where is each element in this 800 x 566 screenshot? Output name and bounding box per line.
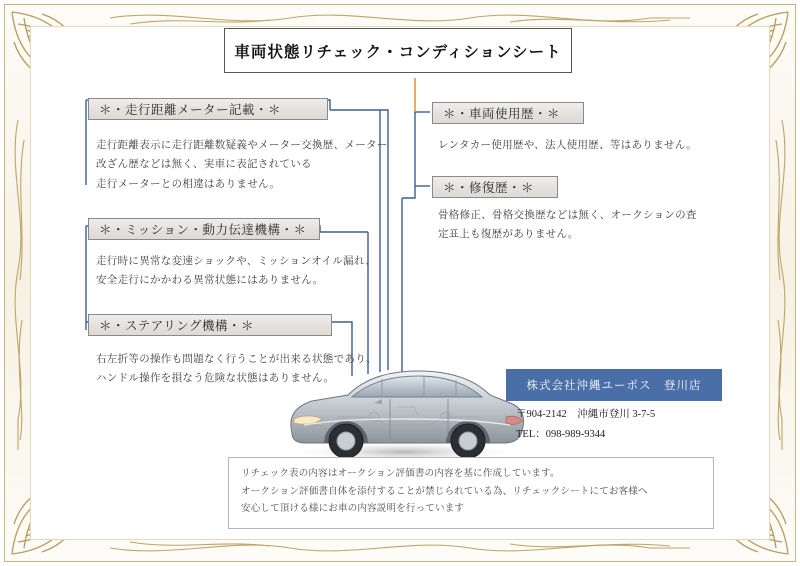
section-body-transmission: [96, 252, 436, 291]
car-illustration: [278, 355, 530, 465]
section-body-line: レンタカー使用歴や、法人使用歴、等はありません。: [438, 140, 697, 151]
section-header-repair-history-label: ＊・修復歴・＊: [443, 181, 535, 195]
section-body-usage-history: [438, 136, 738, 155]
section-header-transmission-label: ＊・ミッション・動力伝達機構・＊: [99, 223, 307, 237]
company-name-bar: [506, 369, 722, 401]
footer-note-line: リチェック表の内容はオークション評価書の内容を基に作成しています。: [241, 469, 560, 479]
section-body-line: 定표上も復歴がありません。: [438, 229, 579, 241]
company-address: 〒904-2142 沖縄市登川 3-7-5: [516, 409, 656, 420]
section-header-steering: [88, 314, 332, 336]
section-header-steering-label: ＊・ステアリング機構・＊: [99, 319, 255, 333]
company-contact: [516, 405, 736, 445]
company-tel: TEL：098-989-9344: [516, 428, 606, 440]
section-body-line: 改ざん歴などは無く、実車に表記されている: [96, 159, 312, 171]
page-title-text: 車両状態リチェック・コンディションシート: [234, 43, 562, 61]
section-header-repair-history: [432, 176, 558, 198]
section-body-line: ハンドル操作を損なう危険な状態はありません。: [96, 373, 335, 385]
section-header-odometer: [88, 98, 328, 120]
page-title: [224, 28, 572, 73]
section-body-repair-history: [438, 206, 738, 245]
section-body-line: 走行距離表示に走行距離数疑義やメーター交換歴、メーター: [96, 140, 388, 151]
section-body-odometer: [96, 136, 426, 194]
section-header-usage-history-label: ＊・車両使用歴・＊: [443, 107, 561, 121]
section-header-odometer-label: ＊・走行距離メーター記載・＊: [99, 103, 282, 117]
section-body-line: 走行メーターとの相違はありません。: [96, 178, 281, 190]
section-header-transmission: [88, 218, 320, 240]
section-body-line: 走行時に異常な変速ショックや、ミッションオイル漏れ、: [96, 256, 377, 267]
footer-note-line: 安心して頂ける様にお車の内容説明を行っています: [241, 504, 465, 515]
section-body-line: 右左折等の操作も問題なく行うことが出来る状態であり、: [96, 354, 377, 365]
section-header-usage-history: [432, 102, 584, 124]
section-body-line: 安全走行にかかわる異常状態にはありません。: [96, 275, 324, 287]
section-body-line: 骨格修正、骨格交換歴などは無く、オークションの査: [438, 210, 697, 221]
footer-note: [228, 457, 714, 529]
footer-note-line: オークション評価書自体を添付することが禁じられている為、リチェックシートにてお客様へ: [241, 486, 648, 497]
company-name: 株式会社沖縄ユーポス 登川店: [526, 380, 702, 392]
